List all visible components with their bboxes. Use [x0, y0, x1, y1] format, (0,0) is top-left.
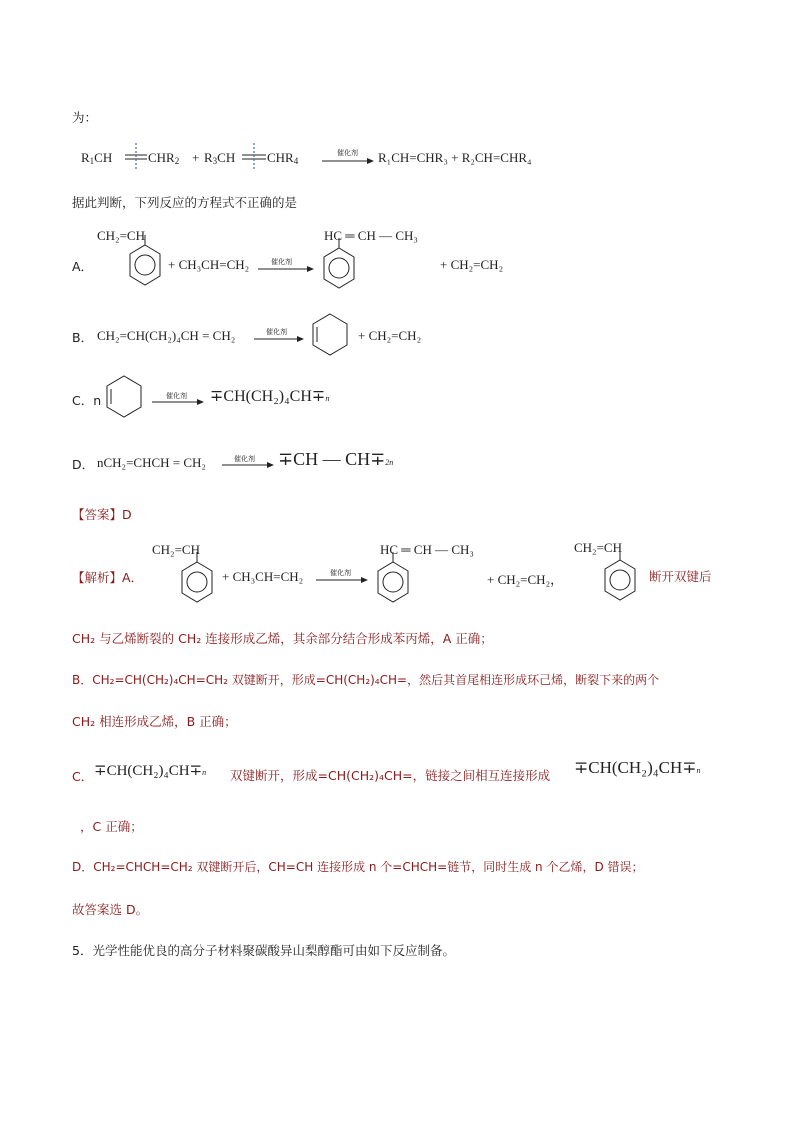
- analysis-c-poly: ∓CH(CH₂)₄CH∓n: [94, 763, 207, 779]
- chr2: $CHR_2$: [148, 150, 180, 166]
- analysis-line-b2: CH₂ 相连形成乙烯，B 正确；: [72, 714, 237, 729]
- analysis-a-plus: + CH₃CH=CH₂: [222, 569, 304, 584]
- analysis-a-byproduct: + CH₂=CH₂，: [487, 572, 564, 587]
- option-c-arrow: [152, 399, 204, 405]
- option-b-catalyst: 催化剂: [266, 328, 287, 336]
- r1ch: $R_1CH$: [81, 150, 113, 166]
- double-bond-break-2: [242, 143, 266, 171]
- option-b-reactant: CH₂=CH(CH₂)₄CH = CH₂: [97, 328, 236, 343]
- benzene-ring-icon: [180, 558, 214, 608]
- cyclohexene-ring-icon: [310, 312, 350, 358]
- option-b-label: B．: [72, 330, 94, 345]
- analysis-a-reactant-top: CH₂=CH: [152, 542, 200, 557]
- option-a-byproduct: + CH₂=CH₂: [440, 257, 504, 272]
- r3ch: $R_3CH$: [204, 150, 236, 166]
- analysis-line-c2: ，C 正确；: [80, 819, 143, 834]
- intro-prefix: 为：: [72, 110, 98, 125]
- option-b-arrow: [254, 336, 304, 342]
- catalyst-label: 催化剂: [337, 149, 358, 157]
- analysis-line-a2: CH₂ 与乙烯断裂的 CH₂ 连接形成乙烯，其余部分结合形成苯丙烯，A 正确；: [72, 631, 493, 646]
- option-a-reactant-top: CH₂=CH: [97, 228, 145, 243]
- analysis-c-prefix: C．: [72, 769, 94, 784]
- option-a-label: A．: [72, 259, 94, 274]
- option-c-label: C．n: [72, 393, 102, 408]
- analysis-a-catalyst: 催化剂: [330, 569, 351, 577]
- option-d-reactant: nCH₂=CHCH = CH₂: [97, 455, 206, 470]
- cyclohexene-ring-icon: [104, 374, 144, 420]
- analysis-a-arrow: [316, 577, 368, 583]
- benzene-ring-icon: [322, 244, 356, 294]
- option-d-product: ∓CH — CH∓2n: [278, 449, 394, 469]
- analysis-c-poly2: ∓CH(CH₂)₄CH∓n: [574, 758, 701, 777]
- option-d-arrow: [222, 462, 274, 468]
- option-a-product-top: HC ═ CH — CH₃: [324, 228, 418, 243]
- analysis-line-d: D．CH₂=CHCH=CH₂ 双键断开后，CH=CH 连接形成 n 个=CHCH=链节，同时生成 n 个乙烯，D 错误；: [72, 860, 644, 874]
- analysis-a-product-top: HC ═ CH — CH₃: [380, 542, 474, 557]
- option-b-byproduct: + CH₂=CH₂: [358, 328, 422, 343]
- benzene-ring-icon: [376, 558, 410, 608]
- plus-sign: +: [192, 150, 200, 165]
- general-reaction: [81, 150, 112, 166]
- benzene-ring-icon: [603, 556, 637, 606]
- general-product: R₁CH=CHR₃ + R₂CH=CHR₄: [378, 150, 532, 165]
- chr4: $CHR_4$: [267, 150, 299, 166]
- question-stem: 据此判断，下列反应的方程式不正确的是: [72, 195, 298, 210]
- answer-label: 【答案】D: [72, 507, 132, 522]
- option-a-plus: + CH₃CH=CH₂: [168, 257, 250, 272]
- option-c-product: ∓CH(CH₂)₄CH∓n: [210, 388, 330, 405]
- reaction-arrow: [322, 158, 374, 164]
- analysis-a-styrene-top: CH₂=CH: [574, 540, 622, 555]
- next-question: 5．光学性能优良的高分子材料聚碳酸异山梨醇酯可由如下反应制备。: [72, 943, 455, 958]
- benzene-ring-icon: [128, 243, 162, 293]
- analysis-a-tail: 断开双键后: [649, 569, 712, 584]
- analysis-label: 【解析】A．: [72, 570, 144, 585]
- analysis-line-b1: B．CH₂=CH(CH₂)₄CH=CH₂ 双键断开，形成=CH(CH₂)₄CH=，然后其首尾相连形成环己烯，断裂下来的两个: [72, 673, 660, 687]
- option-d-catalyst: 催化剂: [234, 455, 255, 463]
- option-a-catalyst: 催化剂: [271, 258, 292, 266]
- analysis-c-mid: 双键断开，形成=CH(CH₂)₄CH=，链接之间相互连接形成: [230, 768, 551, 783]
- analysis-conclusion: 故答案选 D。: [72, 902, 149, 917]
- option-a-arrow: [258, 266, 314, 272]
- option-c-catalyst: 催化剂: [166, 392, 187, 400]
- option-d-label: D．: [72, 457, 95, 472]
- double-bond-break-1: [125, 143, 147, 171]
